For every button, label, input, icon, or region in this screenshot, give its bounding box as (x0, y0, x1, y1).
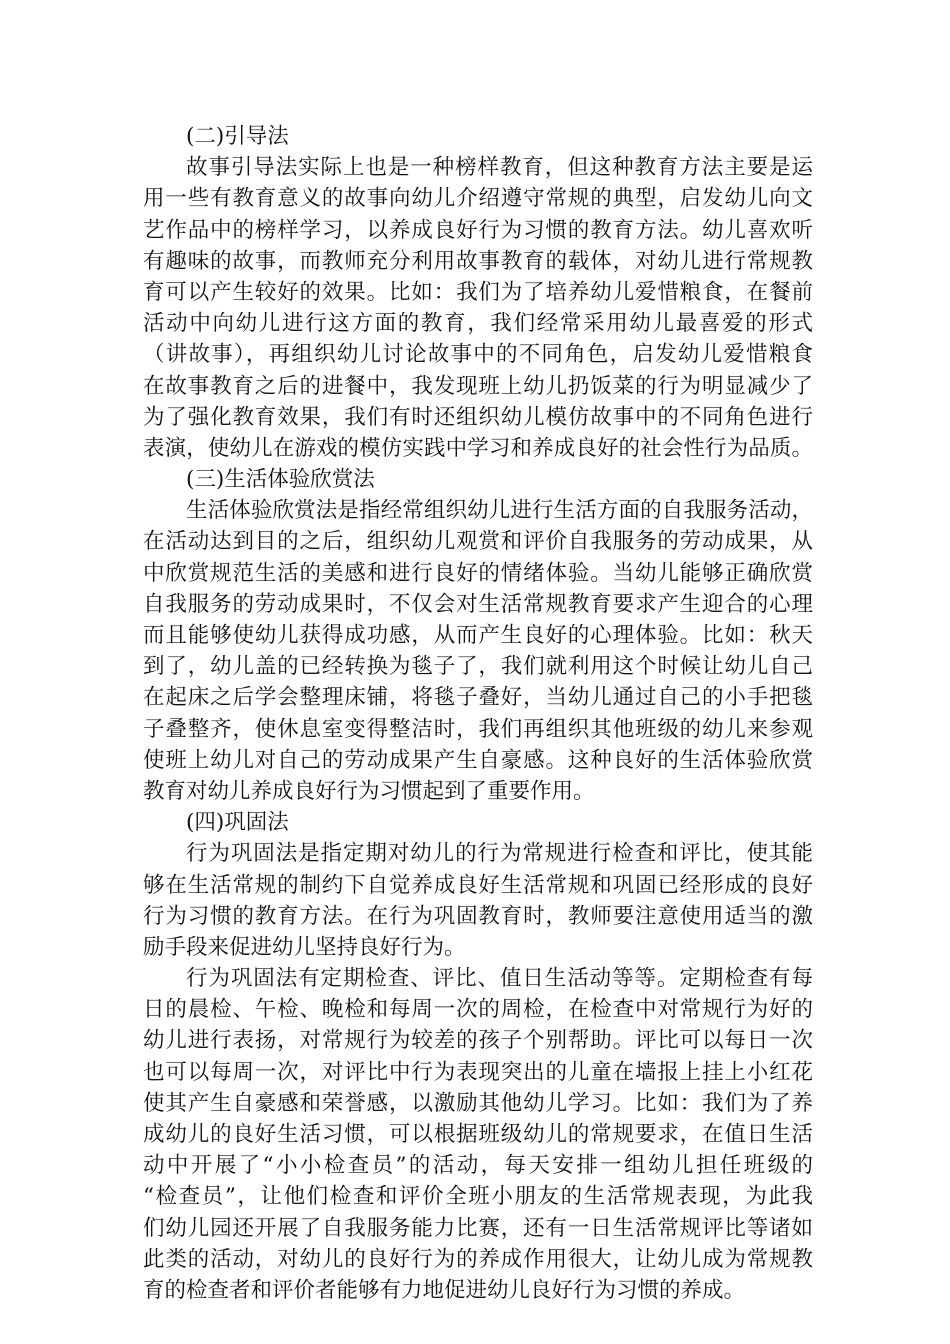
paragraph-line: 为了强化教育效果，我们有时还组织幼儿模仿故事中的不同角色进行 (143, 404, 813, 430)
paragraph-line: 在活动达到目的之后，组织幼儿观赏和评价自我服务的劳动成果，从 (143, 529, 813, 555)
section-heading: (三)生活体验欣赏法 (186, 467, 375, 493)
paragraph-line: 在起床之后学会整理床铺，将毯子叠好，当幼儿通过自己的小手把毯 (143, 685, 813, 711)
paragraph-line: “检查员”，让他们检查和评价全班小朋友的生活常规表现，为此我 (143, 1184, 813, 1210)
paragraph-line: 成幼儿的良好生活习惯，可以根据班级幼儿的常规要求，在值日生活 (143, 1122, 813, 1147)
paragraph-line: 育的检查者和评价者能够有力地促进幼儿良好行为习惯的养成。 (143, 1277, 746, 1303)
paragraph-line: 幼儿进行表扬，对常规行为较差的孩子个别帮助。评比可以每日一次 (143, 1028, 813, 1054)
paragraph-line: 动中开展了“小小检查员”的活动，每天安排一组幼儿担任班级的 (143, 1153, 813, 1179)
paragraph (143, 838, 813, 963)
paragraph-line: （讲故事），再组织幼儿讨论故事中的不同角色，启发幼儿爱惜粮食 (143, 342, 813, 368)
paragraph-line: 子叠整齐，使休息室变得整洁时，我们再组织其他班级的幼儿来参观 (143, 716, 813, 742)
paragraph-line: 艺作品中的榜样学习，以养成良好行为习惯的教育方法。幼儿喜欢听 (143, 217, 813, 243)
paragraph-line: 励手段来促进幼儿坚持良好行为。 (143, 934, 466, 960)
paragraph-line: 行为习惯的教育方法。在行为巩固教育时，教师要注意使用适当的激 (143, 903, 813, 929)
paragraph-line: 表演，使幼儿在游戏的模仿实践中学习和养成良好的社会性行为品质。 (143, 435, 813, 461)
paragraph-line: 中欣赏规范生活的美感和进行良好的情绪体验。当幼儿能够正确欣赏 (143, 560, 813, 586)
paragraph-line: 也可以每周一次，对评比中行为表现突出的儿童在墙报上挂上小红花 (143, 1059, 813, 1085)
paragraph-line: 在故事教育之后的进餐中，我发现班上幼儿扔饭菜的行为明显减少了 (143, 373, 813, 399)
document-page (143, 121, 813, 1306)
paragraph-line: 够在生活常规的制约下自觉养成良好生活常规和巩固已经形成的良好 (143, 872, 813, 898)
paragraph-line: 而且能够使幼儿获得成功感，从而产生良好的心理体验。比如：秋天 (143, 623, 813, 648)
paragraph (143, 495, 813, 807)
paragraph (143, 963, 813, 1306)
paragraph-line: 自我服务的劳动成果时，不仅会对生活常规教育要求产生迎合的心理 (143, 591, 813, 617)
paragraph-line: 日的晨检、午检、晚检和每周一次的周检，在检查中对常规行为好的 (143, 997, 813, 1023)
paragraph-line: 到了，幼儿盖的已经转换为毯子了，我们就利用这个时候让幼儿自己 (143, 654, 813, 680)
paragraph-line: 行为巩固法是指定期对幼儿的行为常规进行检查和评比，使其能 (186, 841, 813, 867)
paragraph-line: 有趣味的故事，而教师充分利用故事教育的载体，对幼儿进行常规教 (143, 248, 813, 274)
paragraph (143, 152, 813, 464)
section-heading: (二)引导法 (186, 124, 289, 149)
paragraph-line: 使班上幼儿对自己的劳动成果产生自豪感。这种良好的生活体验欣赏 (143, 747, 813, 773)
paragraph-line: 使其产生自豪感和荣誉感，以激励其他幼儿学习。比如：我们为了养 (143, 1090, 813, 1116)
paragraph-line: 行为巩固法有定期检查、评比、值日生活动等等。定期检查有每 (186, 966, 813, 992)
paragraph-line: 们幼儿园还开展了自我服务能力比赛，还有一日生活常规评比等诸如 (143, 1215, 813, 1241)
paragraph-line: 活动中向幼儿进行这方面的教育，我们经常采用幼儿最喜爱的形式 (143, 311, 813, 337)
paragraph-line: 生活体验欣赏法是指经常组织幼儿进行生活方面的自我服务活动， (186, 498, 813, 524)
paragraph-line: 故事引导法实际上也是一种榜样教育，但这种教育方法主要是运 (186, 155, 813, 181)
paragraph-line: 育可以产生较好的效果。比如：我们为了培养幼儿爱惜粮食，在餐前 (143, 279, 813, 305)
paragraph-line: 用一些有教育意义的故事向幼儿介绍遵守常规的典型，启发幼儿向文 (143, 186, 813, 212)
section-heading: (四)巩固法 (186, 810, 289, 836)
paragraph-line: 教育对幼儿养成良好行为习惯起到了重要作用。 (143, 778, 595, 804)
paragraph-line: 此类的活动，对幼儿的良好行为的养成作用很大，让幼儿成为常规教 (143, 1246, 813, 1272)
